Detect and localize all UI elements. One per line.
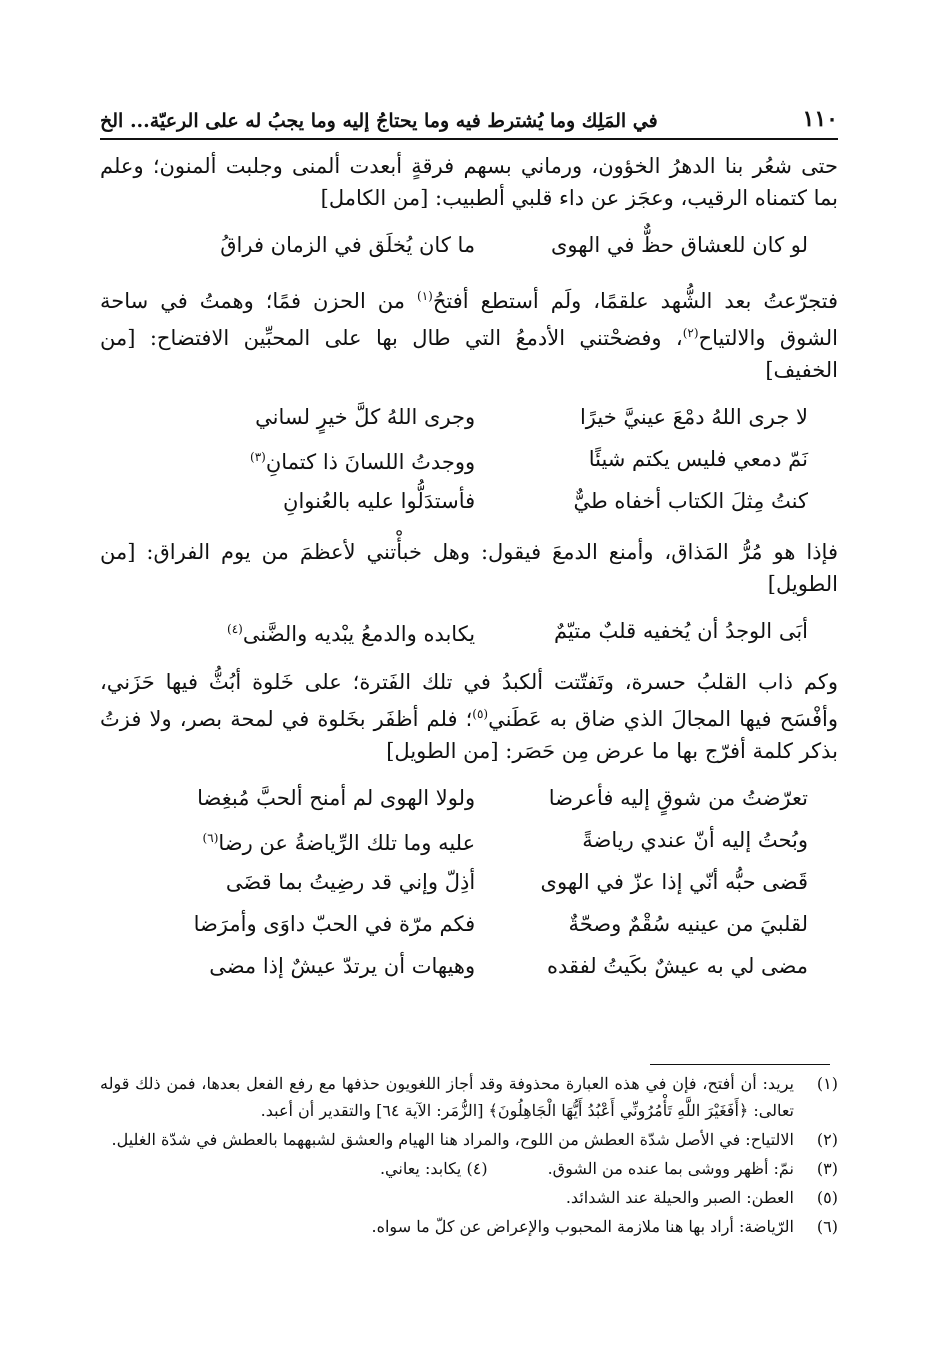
footnote-text: يريد: أن أفتح، فإن في هذه العبارة محذوفة وقد أجاز اللغويون حذفها مع رفع الفعل بعدها، فمن ذلك قوله تعالى: ﴿أَفَغَيْرَ اللَّهِ تَأْمُرُونِّي أَعْبُدُ أَيُّهَا الْجَاهِلُونَ﴾ [الزُّمَر: الآية ٦٤] والتقدير أن أعبد. bbox=[100, 1074, 794, 1120]
verse-line bbox=[100, 610, 838, 652]
verse-line bbox=[100, 438, 838, 480]
verse-first-hemistich: مضى لي به عيشٌ بكَيتُ لفقده bbox=[546, 954, 808, 978]
verse-first-hemistich: تعرّضتُ من شوقٍ إليه فأعرضا bbox=[548, 786, 808, 810]
footnotes bbox=[100, 1070, 838, 1242]
verse-second-hemistich: أذِلّ وإني قد رضِيتُ بما قضَى bbox=[225, 870, 476, 894]
footnote bbox=[100, 1155, 838, 1182]
paragraph-3-text: فإذا هو مُرُّ المَذاق، وأمنع الدمعَ فيقول: وهل خبأْتني لأعظمَ من يوم الفراق: bbox=[146, 540, 838, 564]
verse-line bbox=[100, 945, 838, 987]
footnote-pair bbox=[100, 1155, 794, 1182]
verse-block-4 bbox=[100, 777, 838, 987]
page-header bbox=[100, 92, 838, 140]
verse-block-3 bbox=[100, 610, 838, 652]
verse-second-hemistich bbox=[180, 822, 475, 859]
footnote-ref: (٢) bbox=[682, 326, 699, 340]
footnote-number: (٤) bbox=[466, 1159, 488, 1178]
footnote bbox=[100, 1126, 838, 1153]
footnote-text: الالتياح: في الأصل شدّة العطش من اللوح، والمراد هنا الهيام والعشق لشبههما بالعطش في شدّة الغليل. bbox=[111, 1130, 794, 1149]
footnote-ref: (٤) bbox=[227, 621, 243, 636]
verse-block-2 bbox=[100, 396, 838, 522]
verse-second-hemistich: ما كان يُخلَق في الزمان فراقُ bbox=[220, 233, 476, 257]
verse-first-hemistich: قَضى حبُّه أنّي إذا عزّ في الهوى bbox=[540, 870, 808, 894]
verse-second-hemistich bbox=[180, 441, 475, 478]
paragraph-2-text-a: فتجرّعتُ بعد الشُّهد علقمًا، ولَم أستطع أفتحُ bbox=[432, 289, 838, 313]
footnote-ref: (١) bbox=[417, 289, 433, 303]
verse-second-hemistich: وهيهات أن يرتدّ عيشٌ إذا مضى bbox=[209, 954, 476, 978]
footnote-number: (٢) bbox=[816, 1130, 838, 1149]
verse-line bbox=[100, 480, 838, 522]
footnote bbox=[100, 1184, 838, 1211]
footnote-ref: (٦) bbox=[202, 830, 219, 845]
verse-line bbox=[100, 903, 838, 945]
meter-label: [من الطويل] bbox=[100, 540, 838, 596]
footnote bbox=[100, 1070, 838, 1124]
paragraph-4-text-a: وكم ذاب القلبُ حسرة، وتَفتّتت ألكبدُ في تلك الفَترة؛ على خَلوة أبُثُّ فيها حَزَني، وأفْسَح فيها المجالَ الذي ضاق به عَطَني bbox=[100, 670, 838, 731]
footnote-number: (١) bbox=[816, 1074, 838, 1093]
meter-label: [من الخفيف] bbox=[100, 326, 838, 382]
footnote bbox=[100, 1213, 838, 1240]
verse-second-hemistich: فأستدَلُّوا عليه بالعُنوانِ bbox=[283, 489, 476, 513]
page-number: ١١٠ bbox=[802, 106, 838, 132]
meter-label: [من الطويل] bbox=[386, 739, 499, 763]
verse-second-hemistich-text: ووجدتُ اللسانَ ذا كتمانِ bbox=[265, 449, 476, 474]
verse-first-hemistich: أبَى الوجدُ أن يُخفيه قلبٌ متيّمٌ bbox=[553, 619, 808, 643]
verse-line bbox=[100, 224, 838, 266]
verse-first-hemistich: لقلبيَ من عينيه سُقْمٌ وصحّةٌ bbox=[568, 912, 808, 936]
paragraph-4-text-b: ؛ فلم أظفَر بخَلوة في لمحة بصر، ولا فزتُ بذكر كلمة أفرّج بها ما عرض مِن حَصَر: bbox=[100, 707, 838, 763]
verse-first-hemistich: وبُحتُ إليه أنّ عندي رياضةً bbox=[582, 828, 808, 852]
verse-second-hemistich: وجرى اللهُ كلَّ خيرٍ لساني bbox=[255, 405, 476, 429]
paragraph-4 bbox=[100, 666, 838, 767]
paragraph-1 bbox=[100, 150, 838, 214]
paragraph-2 bbox=[100, 280, 838, 386]
verse-second-hemistich-text: عليه وما تلك الرِّياضةُ عن رضا bbox=[218, 830, 476, 855]
running-title: في المَلِك وما يُشترط فيه وما يحتاجُ إليه وما يجبُ له على الرعيّة... الخ bbox=[100, 110, 658, 132]
paragraph-3 bbox=[100, 536, 838, 600]
paragraph-2-text-b: من الحزن فمًا؛ وهمتُ في ساحة الشوق والالتياح bbox=[100, 289, 838, 350]
verse-second-hemistich: فكم مرّة في الحبّ داوَى وأمرَضا bbox=[193, 912, 476, 936]
footnote-text: العطن: الصبر والحيلة عند الشدائد. bbox=[565, 1188, 794, 1207]
verse-line bbox=[100, 396, 838, 438]
verse-second-hemistich: ولولا الهوى لم أمنح ألحبَّ مُبغِضا bbox=[197, 786, 476, 810]
verse-line bbox=[100, 819, 838, 861]
footnote-ref: (٣) bbox=[250, 449, 266, 464]
footnote-number: (٣) bbox=[816, 1159, 838, 1178]
footnote-inline bbox=[380, 1155, 488, 1182]
verse-second-hemistich-text: يكابده والدمعُ يبْديه والضَّنى bbox=[242, 621, 476, 646]
footnote-text: الرّياضة: أراد بها هنا ملازمة المحبوب والإعراض عن كلّ ما سواه. bbox=[371, 1217, 794, 1236]
meter-label: [من الكامل] bbox=[320, 186, 429, 210]
verse-first-hemistich: لا جرى اللهُ دمْعَ عينيَّ خيرًا bbox=[579, 405, 808, 429]
footnote-number: (٦) bbox=[816, 1217, 838, 1236]
main-text bbox=[100, 150, 838, 1001]
footnote-number: (٥) bbox=[816, 1188, 838, 1207]
verse-first-hemistich: لو كان للعشاق حظٌّ في الهوى bbox=[550, 233, 808, 257]
verse-block-1 bbox=[100, 224, 838, 266]
footnote-text: يكابد: يعاني. bbox=[379, 1159, 462, 1178]
footnote-text: نمّ: أظهر ووشى بما عنده من الشوق. bbox=[547, 1159, 794, 1178]
verse-second-hemistich bbox=[180, 613, 475, 650]
verse-line bbox=[100, 861, 838, 903]
verse-line bbox=[100, 777, 838, 819]
footnote-separator bbox=[650, 1064, 830, 1065]
paragraph-2-text-c: ، وفضحْتني الأدمعُ التي طال بها على المحبِّين الافتضاح: bbox=[149, 326, 683, 350]
verse-first-hemistich: كنتُ مِثلَ الكتاب أخفاه طيٌّ bbox=[573, 489, 808, 513]
verse-first-hemistich: نَمّ دمعي فليس يكتم شيئًا bbox=[588, 447, 808, 471]
footnote-ref: (٥) bbox=[472, 707, 489, 721]
paragraph-1-text: حتى شعُر بنا الدهرُ الخؤون، ورماني بسهم فرقةٍ أبعدت ألمنى وجلبت ألمنون؛ وعلم بما كتمناه الرقيب، وعجَز عن داء قلبي ألطبيب: bbox=[100, 154, 838, 210]
